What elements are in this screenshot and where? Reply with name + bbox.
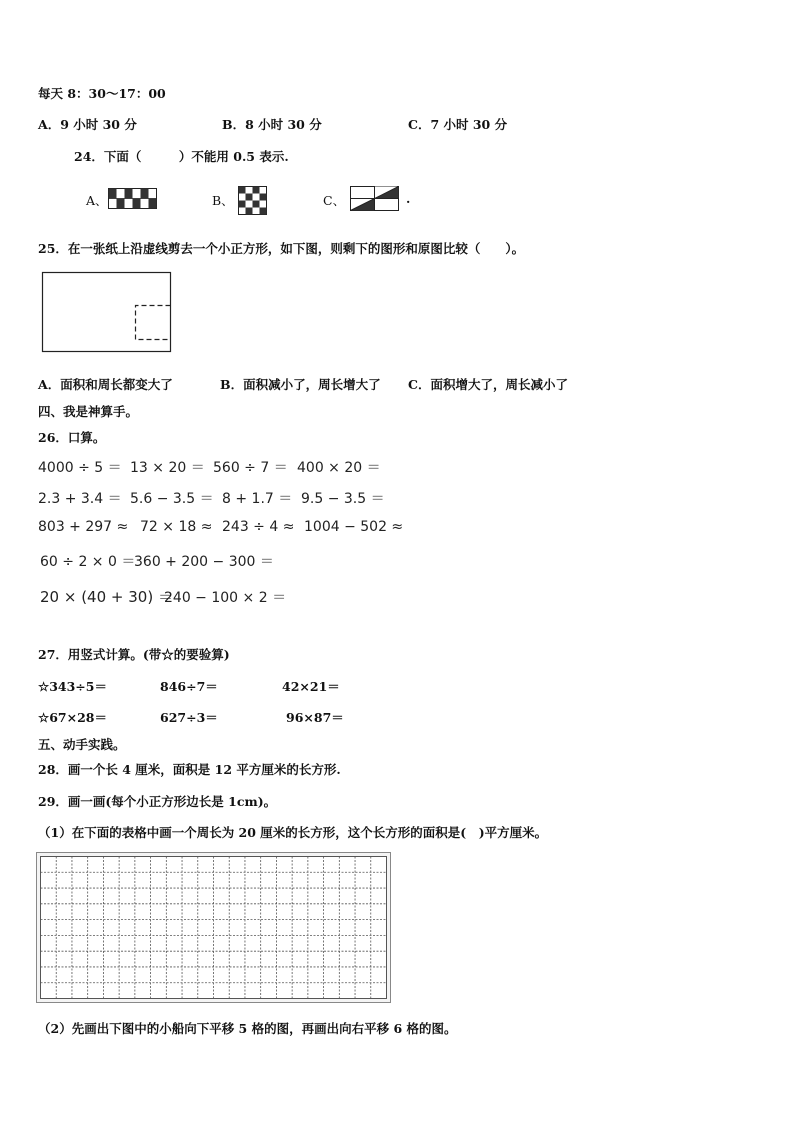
q27-item: ☆343÷5＝: [38, 679, 107, 694]
q24-option-b-figure: [238, 186, 268, 216]
q24-option-b-label[interactable]: B、: [212, 193, 234, 208]
q24-stem: 24．下面（ ）不能用 0.5 表示.: [74, 149, 289, 164]
q25-option-c[interactable]: C．面积增大了，周长减小了: [408, 377, 568, 392]
q26-item: 9.5 − 3.5 ＝: [301, 491, 385, 507]
q24-option-a-figure: [108, 188, 158, 210]
q26-item: 20 × (40 + 30) ＝: [40, 588, 173, 606]
q26-item: 360 + 200 − 300 ＝: [134, 554, 274, 570]
section-4-heading: 四、我是神算手。: [38, 404, 139, 419]
q26-item: 560 ÷ 7 ＝: [213, 460, 288, 476]
q27-item: ☆67×28＝: [38, 710, 107, 725]
q26-item: 803 + 297 ≈: [38, 519, 129, 535]
q26-item: 1004 − 502 ≈: [304, 519, 404, 535]
schedule-time: 每天 8：30～17：00: [38, 86, 166, 101]
q24-option-a-label[interactable]: A、: [86, 193, 108, 208]
q26-stem: 26．口算。: [38, 430, 106, 445]
q26-item: 13 × 20 ＝: [130, 460, 205, 476]
section-5-heading: 五、动手实践。: [38, 737, 126, 752]
q26-item: 60 ÷ 2 × 0 ＝: [40, 554, 136, 570]
drawing-grid[interactable]: [36, 852, 392, 1004]
q27-item: 627÷3＝: [160, 710, 218, 725]
q23-option-c[interactable]: C．7 小时 30 分: [408, 117, 508, 132]
q27-item: 42×21＝: [282, 679, 340, 694]
q26-item: 4000 ÷ 5 ＝: [38, 460, 122, 476]
q27-item: 846÷7＝: [160, 679, 218, 694]
q29-part-2: （2）先画出下图中的小船向下平移 5 格的图，再画出向右平移 6 格的图。: [38, 1021, 457, 1036]
q26-item: 240 − 100 × 2 ＝: [164, 590, 287, 606]
q23-option-b[interactable]: B．8 小时 30 分: [222, 117, 322, 132]
q24-option-c-figure: [350, 186, 400, 212]
q27-item: 96×87＝: [286, 710, 344, 725]
q26-item: 8 + 1.7 ＝: [222, 491, 293, 507]
q26-item: 5.6 − 3.5 ＝: [130, 491, 214, 507]
q29-part-1: （1）在下面的表格中画一个周长为 20 厘米的长方形，这个长方形的面积是( )平方厘米。: [38, 825, 548, 840]
q26-item: 400 × 20 ＝: [297, 460, 381, 476]
q28-stem: 28．画一个长 4 厘米，面积是 12 平方厘米的长方形.: [38, 762, 341, 777]
q25-option-a[interactable]: A．面积和周长都变大了: [38, 377, 173, 392]
q25-rectangle-figure: [42, 272, 174, 354]
q25-stem: 25．在一张纸上沿虚线剪去一个小正方形，如下图，则剩下的图形和原图比较（ ）。: [38, 241, 525, 256]
q29-stem: 29．画一画(每个小正方形边长是 1cm)。: [38, 794, 277, 809]
q26-item: 243 ÷ 4 ≈: [222, 519, 295, 535]
q26-item: 2.3 + 3.4 ＝: [38, 491, 122, 507]
q24-end-mark: .: [406, 191, 411, 206]
q25-option-b[interactable]: B．面积减小了，周长增大了: [220, 377, 381, 392]
q23-option-a[interactable]: A．9 小时 30 分: [38, 117, 137, 132]
q27-stem: 27．用竖式计算。(带☆的要验算): [38, 647, 230, 662]
q26-item: 72 × 18 ≈: [140, 519, 213, 535]
q24-option-c-label[interactable]: C、: [323, 193, 346, 208]
